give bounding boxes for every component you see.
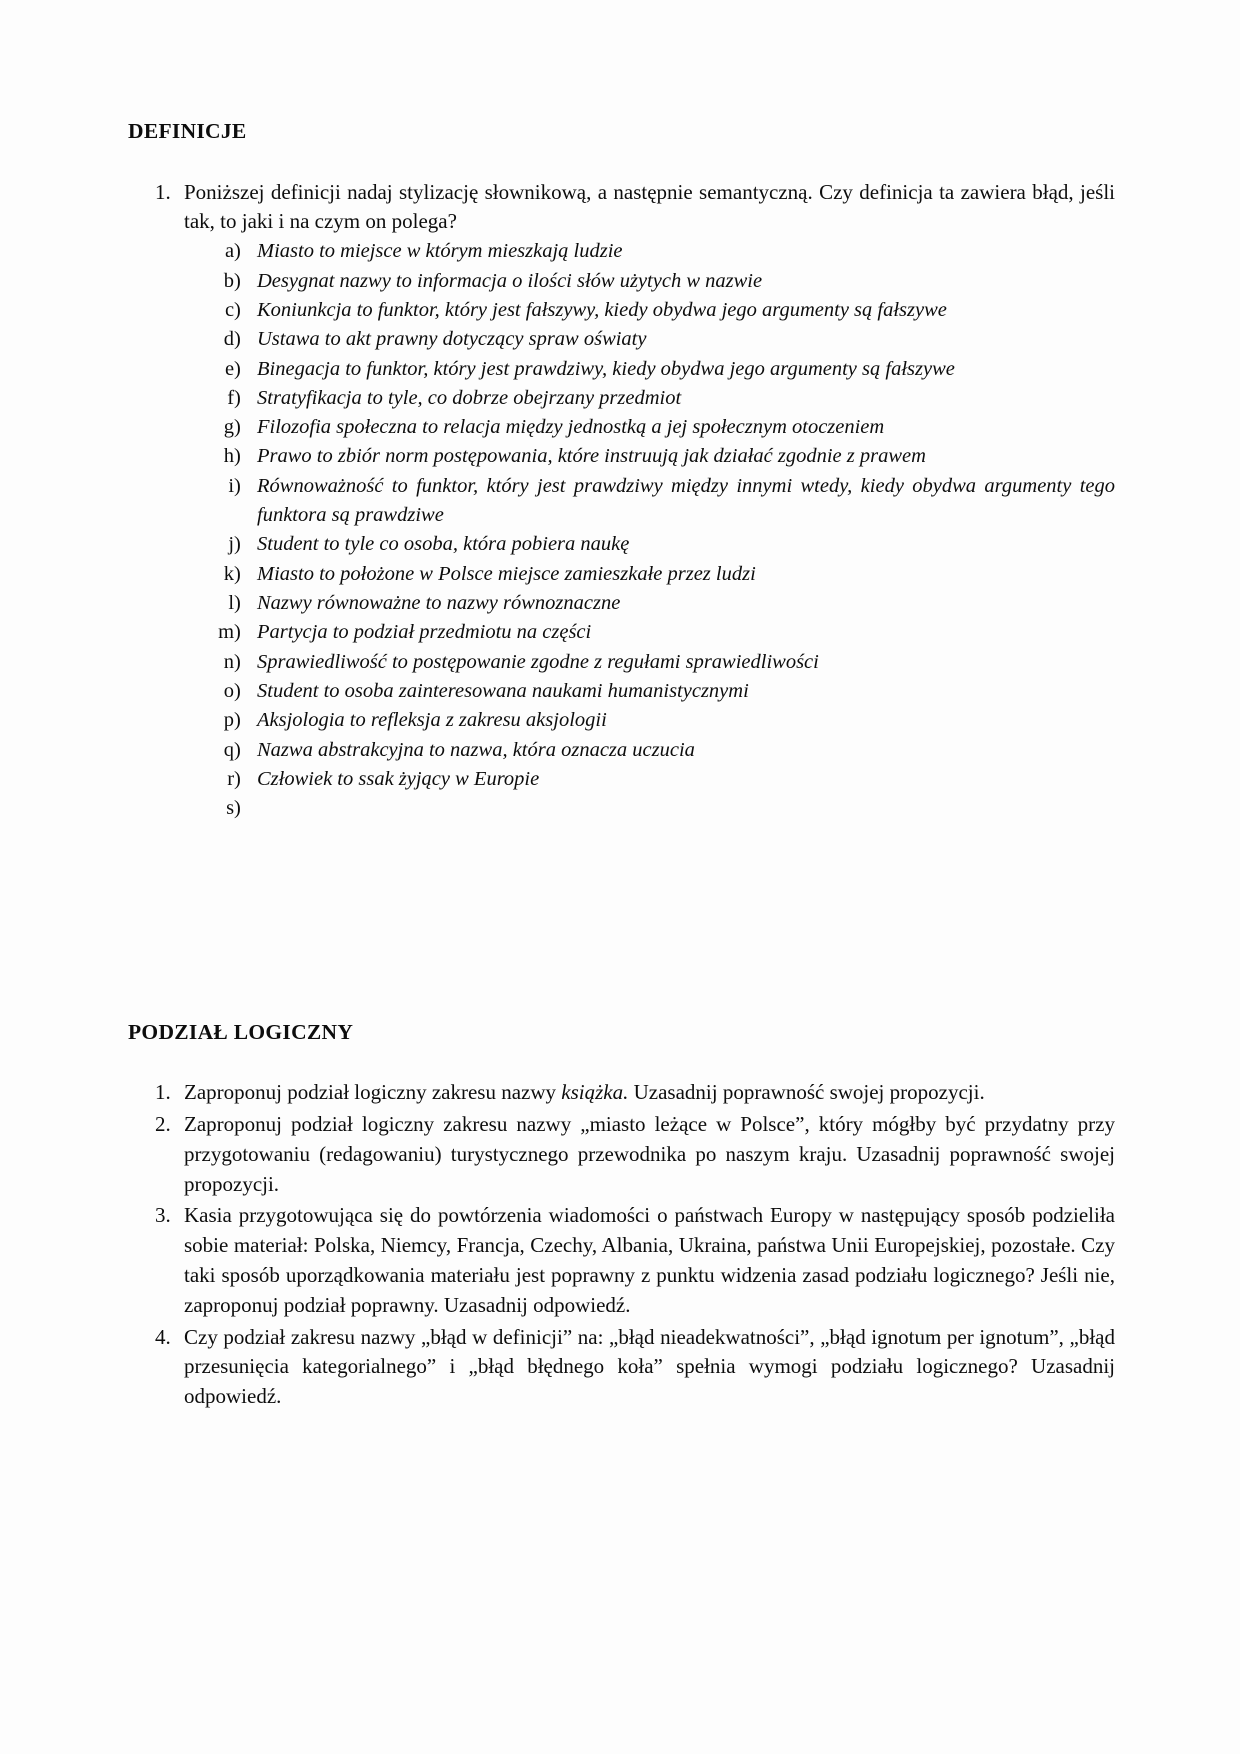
definicje-question-list xyxy=(128,178,1115,824)
list-item xyxy=(176,1201,1115,1320)
question-text: Zaproponuj podział logiczny zakresu nazwy „miasto leżące w Polsce”, który mógłby być przydatny przy przygotowaniu (redagowaniu) turystycznego przewodnika po naszym kraju. Uzasadnij poprawność swojej propozycji. xyxy=(184,1111,1115,1196)
list-item xyxy=(246,589,1115,618)
list-item xyxy=(246,442,1115,471)
section-spacer xyxy=(128,825,1115,1021)
list-item xyxy=(176,1110,1115,1199)
list-item xyxy=(246,237,1115,266)
question-text: Czy podział zakresu nazwy „błąd w definicji” na: „błąd nieadekwatności”, „błąd ignotum per ignotum”, „błąd przesunięcia kategorialnego” i „błąd błędnego koła” spełnia wymogi podziału logicznego? Uzasadnij odpowiedź. xyxy=(184,1324,1115,1409)
question-text-part1: Zaproponuj podział logiczny zakresu nazwy xyxy=(184,1080,562,1105)
list-item xyxy=(246,560,1115,589)
list-item xyxy=(176,1323,1115,1412)
question-text-part2: Uzasadnij poprawność swojej propozycji. xyxy=(628,1080,985,1105)
definition-text: Filozofia społeczna to relacja między jednostką a jej społecznym otoczeniem xyxy=(257,416,885,439)
page-title-definicje: DEFINICJE xyxy=(128,119,247,143)
definition-text: Miasto to położone w Polsce miejsce zamieszkałe przez ludzi xyxy=(257,562,756,585)
list-item xyxy=(246,355,1115,384)
page-title-podzial-logiczny: PODZIAŁ LOGICZNY xyxy=(128,1019,354,1044)
list-item xyxy=(246,706,1115,735)
definition-text: Równoważność to funktor, który jest prawdziwy między innymi wtedy, kiedy obydwa argumenty tego funktora są prawdziwe xyxy=(257,474,1115,527)
definition-text: Student to osoba zainteresowana naukami humanistycznymi xyxy=(257,679,749,702)
list-item xyxy=(246,413,1115,442)
definition-text: Partycja to podział przedmiotu na części xyxy=(257,621,592,644)
list-item xyxy=(246,736,1115,765)
definition-text: Desygnat nazwy to informacja o ilości słów użytych w nazwie xyxy=(257,269,763,292)
question-emphasis: książka. xyxy=(561,1080,629,1105)
definition-text: Nazwa abstrakcyjna to nazwa, która oznacza uczucia xyxy=(257,738,695,761)
list-item xyxy=(246,296,1115,325)
definition-text: Nazwy równoważne to nazwy równoznaczne xyxy=(257,592,621,615)
definition-text: Ustawa to akt prawny dotyczący spraw oświaty xyxy=(257,328,647,351)
podzial-question-list xyxy=(128,1078,1115,1412)
definition-text: Sprawiedliwość to postępowanie zgodne z regułami sprawiedliwości xyxy=(257,650,819,673)
definition-text: Koniunkcja to funktor, który jest fałszywy, kiedy obydwa jego argumenty są fałszywe xyxy=(257,298,947,321)
question-text: Poniższej definicji nadaj stylizację słownikową, a następnie semantyczną. Czy definicja ta zawiera błąd, jeśli tak, to jaki i na czym on polega? xyxy=(184,179,1115,234)
question-text: Kasia przygotowująca się do powtórzenia wiadomości o państwach Europy w następujący sposób podzieliła sobie materiał: Polska, Niemcy, Francja, Czechy, Albania, Ukraina, państwa Unii Europejskiej, pozostałe. Czy taki sposób uporządkowania materiału jest poprawny z punktu widzenia zasad podziału logicznego? Jeśli nie, zaproponuj podział poprawny. Uzasadnij odpowiedź. xyxy=(184,1203,1115,1317)
list-item xyxy=(176,1078,1115,1108)
definition-text: Binegacja to funktor, który jest prawdziwy, kiedy obydwa jego argumenty są fałszywe xyxy=(257,357,955,380)
section-definicje xyxy=(128,120,1115,824)
section-podzial-logiczny xyxy=(128,1021,1115,1413)
definition-text: Stratyfikacja to tyle, co dobrze obejrzany przedmiot xyxy=(257,386,682,409)
definition-text: Prawo to zbiór norm postępowania, które instruują jak działać zgodnie z prawem xyxy=(257,445,926,468)
list-item xyxy=(246,472,1115,531)
list-item xyxy=(246,325,1115,354)
list-item xyxy=(246,765,1115,794)
list-item xyxy=(246,530,1115,559)
list-item xyxy=(246,677,1115,706)
definicje-subitem-list xyxy=(184,237,1115,823)
list-item xyxy=(176,178,1115,824)
list-item xyxy=(246,618,1115,647)
definition-text: Aksjologia to refleksja z zakresu aksjologii xyxy=(257,709,607,732)
definition-text: Student to tyle co osoba, która pobiera naukę xyxy=(257,533,630,556)
definition-text: Człowiek to ssak żyjący w Europie xyxy=(257,767,540,790)
list-item xyxy=(246,648,1115,677)
list-item xyxy=(246,384,1115,413)
list-item xyxy=(246,794,1115,823)
list-item xyxy=(246,267,1115,296)
definition-text: Miasto to miejsce w którym mieszkają ludzie xyxy=(257,240,623,263)
